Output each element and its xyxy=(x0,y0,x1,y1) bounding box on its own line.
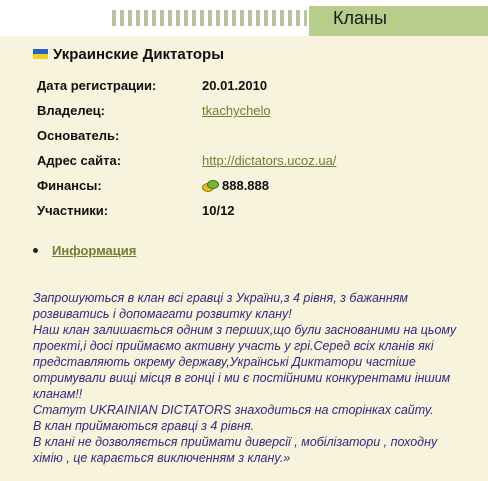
header-stripes xyxy=(112,10,307,26)
site-link[interactable]: http://dictators.ucoz.ua/ xyxy=(202,153,337,168)
finance-value-wrap xyxy=(202,178,269,193)
description-line: В клан приймаються гравці з 4 рівня. xyxy=(33,419,255,433)
site-value xyxy=(202,153,336,168)
description-line: В клані не дозволяється приймати диверсії , мобілізатори , походну xyxy=(33,435,438,449)
clan-name: Украинские Диктаторы xyxy=(53,45,225,63)
page-title: Кланы xyxy=(333,8,387,28)
info-link-item xyxy=(33,241,136,259)
description-line: Наш клан залишається одним з перших,що були заснованими на цьому xyxy=(33,323,457,337)
description-line: отримували вищі місця в гонці і ми є постійними конкурентами іншим xyxy=(33,371,451,385)
founder-label: Основатель: xyxy=(37,128,120,143)
registration-value: 20.01.2010 xyxy=(202,78,268,93)
owner-link[interactable]: tkachychelo xyxy=(202,103,271,118)
bullet-icon xyxy=(33,248,38,253)
description-line: хімію , це карається виключенням з клану.» xyxy=(33,451,291,465)
ukraine-flag-icon xyxy=(33,49,48,59)
finance-value: 888.888 xyxy=(222,178,269,193)
owner-label: Владелец: xyxy=(37,103,105,118)
information-link[interactable]: Информация xyxy=(52,242,137,258)
description-line: кланам!! xyxy=(33,387,83,401)
members-value: 10/12 xyxy=(202,203,235,218)
site-label: Адрес сайта: xyxy=(37,153,122,168)
description-line: представляють окрему державу,Українські Диктатори частіше xyxy=(33,355,416,369)
owner-value xyxy=(202,103,271,118)
members-label: Участники: xyxy=(37,203,109,218)
header-bar xyxy=(0,0,488,36)
clan-title-row xyxy=(33,44,224,64)
description-line: Запрошуються в клан всі гравці з України,з 4 рівня, з бажанням xyxy=(33,291,408,305)
description-line: розвиватись і допомагати розвитку клану! xyxy=(33,307,292,321)
description-line: проекті,і досі приймаємо активну участь у грі.Серед всіх кланів які xyxy=(33,339,434,353)
finance-label: Финансы: xyxy=(37,178,102,193)
registration-label: Дата регистрации: xyxy=(37,78,157,93)
clan-description xyxy=(33,290,478,466)
coins-icon xyxy=(202,179,218,191)
description-line: Статут UKRAINIAN DICTATORS знаходиться на сторінках сайту. xyxy=(33,403,434,417)
